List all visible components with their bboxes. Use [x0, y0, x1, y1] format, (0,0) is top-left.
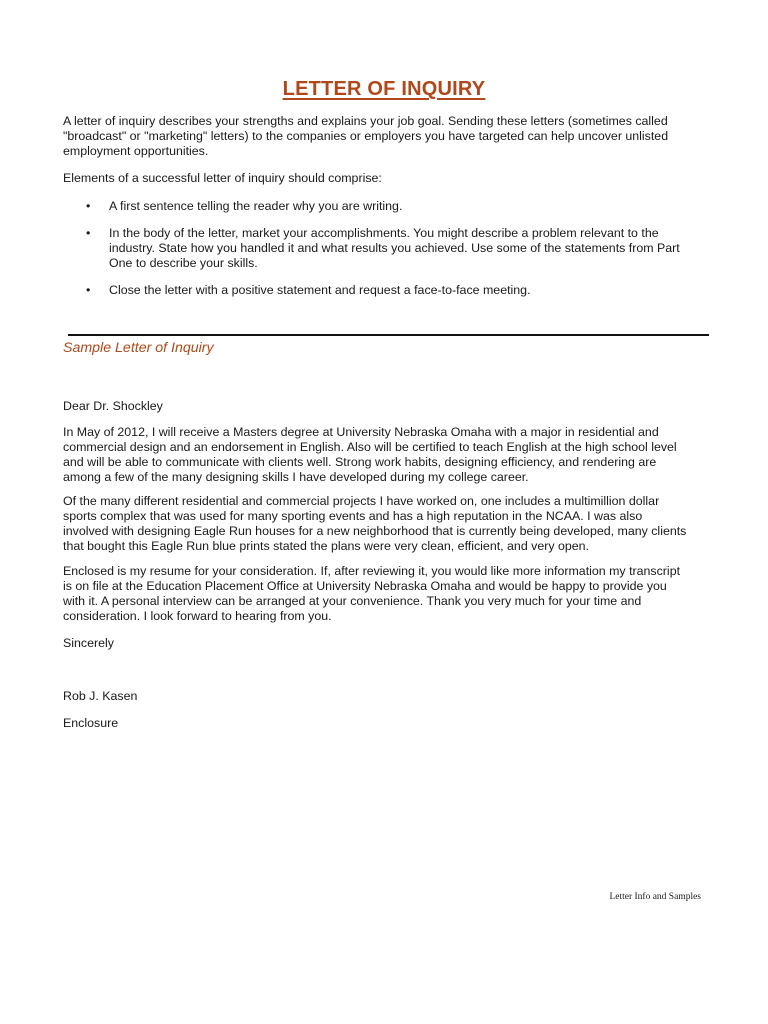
bullet-text: Close the letter with a positive statement and request a face-to-face meeting. [109, 283, 531, 297]
letter-salutation: Dear Dr. Shockley [63, 399, 163, 413]
bullet-item [84, 199, 696, 214]
intro-paragraph: A letter of inquiry describes your strengths and explains your job goal. Sending these letters (sometimes called "broadcast" or "marketing" letters) to the companies or employers you have targeted can help uncover unlisted employment opportunities. [63, 114, 669, 158]
bullet-item [84, 226, 696, 271]
bullet-icon: • [86, 226, 91, 240]
letter-paragraph: Enclosed is my resume for your consideration. If, after reviewing it, you would like more information my transcript is on file at the Education Placement Office at University Nebraska Omaha and would be happy to provide you with it. A personal interview can be arranged at your convenience. Thank you very much for your time and consideration. I look forward to hearing from you. [63, 564, 681, 623]
bullet-item [84, 283, 696, 298]
letter-paragraph: In May of 2012, I will receive a Masters degree at University Nebraska Omaha with a major in residential and commercial design and an endorsement in English. Also will be certified to teach English at the high school level and will be able to communicate with clients well. Strong work habits, designing efficiency, and rendering are among a few of the many designing skills I have developed during my college career. [63, 425, 677, 484]
letter-paragraph: Of the many different residential and commercial projects I have worked on, one includes a multimillion dollar sports complex that was used for many sporting events and has a high reputation in the NCAA. I was also involved with designing Eagle Run houses for a new neighborhood that is currently being developed, many clients that bought this Eagle Run blue prints stated the plans were very clean, efficient, and very open. [63, 494, 687, 553]
letter-signer-name: Rob J. Kasen [63, 689, 138, 703]
bullet-icon: • [86, 283, 91, 297]
bullet-text: A first sentence telling the reader why you are writing. [109, 199, 403, 213]
section-divider [68, 334, 709, 336]
elements-lead-text: Elements of a successful letter of inquiry should comprise: [63, 171, 382, 185]
letter-closing: Sincerely [63, 636, 114, 650]
page-footer: Letter Info and Samples [609, 892, 701, 902]
page-title: LETTER OF INQUIRY [282, 78, 486, 100]
bullet-text: In the body of the letter, market your accomplishments. You might describe a problem relevant to the industry. State how you handled it and what results you achieved. Use some of the statements from Part One to describe your skills. [109, 226, 680, 270]
sample-heading: Sample Letter of Inquiry [63, 340, 214, 356]
elements-bullet-list [84, 199, 696, 310]
letter-enclosure: Enclosure [63, 716, 119, 730]
bullet-icon: • [86, 199, 91, 213]
